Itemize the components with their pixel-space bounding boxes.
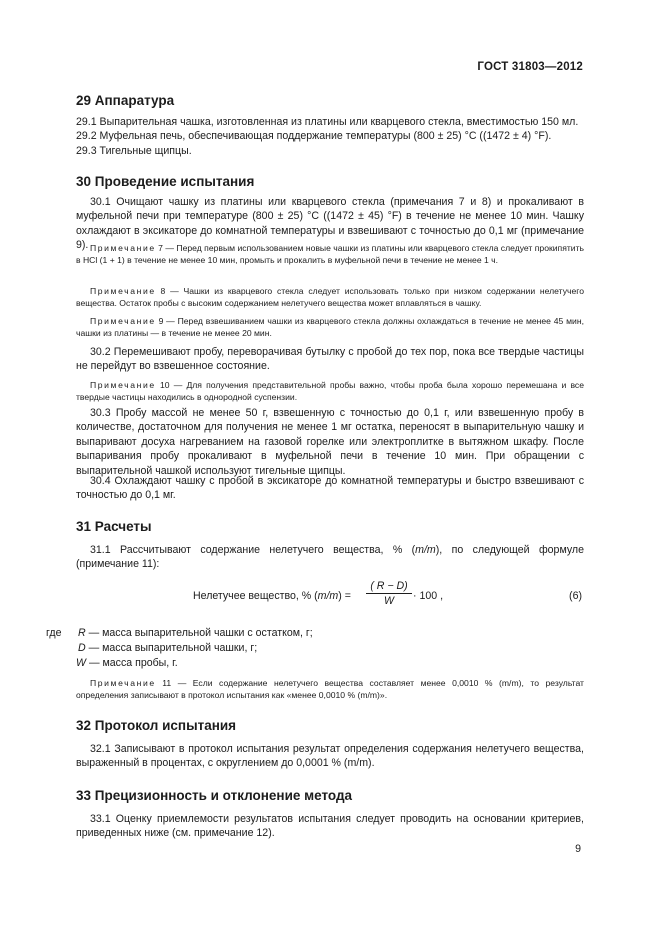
paragraph-29-1: 29.1 Выпарительная чашка, изготовленная из платины или кварцевого стекла, вместимостью 150 мл. [76,116,579,128]
formula-rhs: · 100 , [413,590,444,602]
section-31-heading: 31 Расчеты [76,519,152,534]
note-text: 9 — Перед взвешиванием чашки из кварцевого стекла должны охлаждаться в течение не менее 45 мин, чашки из платины — в течение не менее 20 мин. [76,316,584,338]
note-label: Примечание [90,316,156,326]
variable-definition [78,626,313,640]
paragraph-30-4: 30.4 Охлаждают чашку с пробой в эксикаторе до комнатной температуры и быстро взвешивают с точностью до 0,1 мг. [76,475,584,502]
paragraph-30-1: 30.1 Очищают чашку из платины или кварцевого стекла (примечания 7 и 8) и прокаливают в муфельной печи при температуре (800 ± 25) °С ((1472 ± 45) °F) в течение не менее 10 мин. Чашку охлаждают в эксикаторе до комнатной температуры и взвешивают с точностью до 0,1 мг (примечание 9). [76,196,584,252]
variable-definition [76,656,178,670]
note-text: 11 — Если содержание нелетучего вещества составляет менее 0,0010 % (m/m), то результат определения записывают в протокол испытания как «менее 0,0010 % (m/m)». [76,678,584,700]
paragraph-31-1 [76,543,584,572]
section-29-heading: 29 Аппаратура [76,93,175,108]
paragraph-30-2: 30.2 Перемешивают пробу, переворачивая бутылку с пробой до тех пор, пока все твердые частицы не перейдут во взвешенное состояние. [76,346,584,373]
paragraph-30-3: 30.3 Пробу массой не менее 50 г, взвешенную с точностью до 0,1 г, или взвешенную пробу в количестве, достаточном для получения не менее 1 мг остатка, переносят в выпарительную чашку и выпаривают досуха нагреванием на газовой горелке или электроплитке в вытяжном шкафу. После выпаривания пробу прокаливают в муфельной печи в течение 10 мин. При обращении с выпарительной чашкой используют тигельные щипцы. [76,407,584,477]
formula-lhs-text: ) = [338,590,351,602]
note-text: 10 — Для получения представительной пробы важно, чтобы проба была хорошо перемешана и все твердые частицы находились в однородной суспензии. [76,380,584,402]
note-label: Примечание [90,380,156,390]
formula-lhs [193,590,351,602]
where-label: где [46,627,62,639]
note-label: Примечание [90,678,156,688]
formula-lhs-text: Нелетучее вещество, % ( [193,590,318,602]
standard-header: ГОСТ 31803—2012 [477,61,583,73]
variable-description: — масса выпарительной чашки с остатком, г; [85,627,313,639]
formula-numerator: ( R − D) [366,580,412,594]
page-number: 9 [575,843,581,855]
note-7 [76,242,584,266]
paragraph-31-1-part: ), по следующей формуле (примечание 11): [76,544,584,571]
formula-number: (6) [569,590,582,602]
paragraph-29-2: 29.2 Муфельная печь, обеспечивающая поддержание температуры (800 ± 25) °С ((1472 ± 4) °F). [76,130,552,143]
formula-6 [76,580,584,620]
section-30-heading: 30 Проведение испытания [76,174,255,189]
formula-denominator: W [384,595,394,607]
formula-fraction [366,580,412,607]
note-10 [76,379,584,403]
section-29-body [76,115,584,158]
paragraph-29-3: 29.3 Тигельные щипцы. [76,144,192,157]
note-11 [76,677,584,701]
note-label: Примечание [90,286,156,296]
note-text: 7 — Перед первым использованием новые чашки из платины или кварцевого стекла следует прокипятить в HCl (1 + 1) в течение не менее 10 мин, промыть и прокалить в муфельной печи в течение не менее 1 ч. [76,243,584,265]
paragraph-31-1-part: 31.1 Рассчитывают содержание нелетучего вещества, % ( [90,544,416,556]
section-33-heading: 33 Прецизионность и отклонение метода [76,788,353,803]
variable-symbol: W [76,657,86,669]
variable-symbol: D [78,642,86,654]
variable-symbol: R [78,627,86,639]
paragraph-32-1: 32.1 Записывают в протокол испытания результат определения содержания нелетучего вещества, выраженный в процентах, с округлением до 0,0001 % (m/m). [76,743,584,770]
mass-ratio-unit: m/m [415,544,436,556]
note-9 [76,315,584,339]
section-32-heading: 32 Протокол испытания [76,718,237,733]
variable-description: — масса выпарительной чашки, г; [85,642,258,654]
variable-description: — масса пробы, г. [86,657,178,669]
note-text: 8 — Чашки из кварцевого стекла следует использовать только при низком содержании нелетучего вещества. Остаток пробы с высоким содержанием нелетучего вещества может вплавляться в чашку. [76,286,584,308]
note-label: Примечание [90,243,156,253]
variable-definition [78,641,257,655]
mass-ratio-unit: m/m [317,590,339,602]
paragraph-33-1: 33.1 Оценку приемлемости результатов испытания следует проводить на основании критериев, приведенных ниже (см. примечание 12). [76,813,584,840]
note-8 [76,285,584,309]
